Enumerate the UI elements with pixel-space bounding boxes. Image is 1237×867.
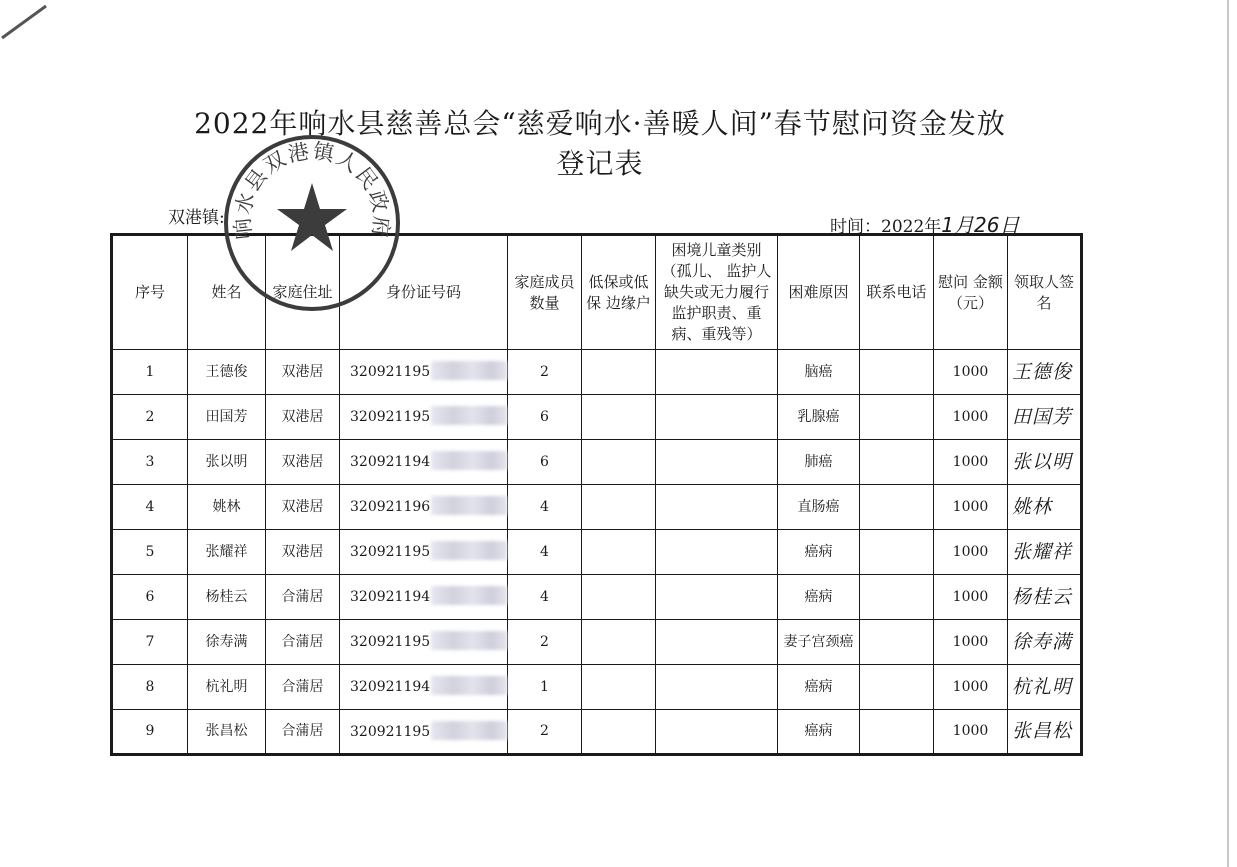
table-row: [112, 485, 1082, 530]
recipient-name: 田国芳: [188, 395, 266, 440]
header-cell: 姓名: [188, 235, 266, 350]
hardship-reason: 癌病: [778, 530, 860, 575]
child-category: [656, 575, 778, 620]
amount: 1000: [934, 620, 1008, 665]
hardship-reason: 直肠癌: [778, 485, 860, 530]
family-members: 6: [508, 395, 582, 440]
id-number-visible: 320921196: [350, 499, 431, 515]
phone-number: [860, 620, 934, 665]
row-number: 5: [112, 530, 188, 575]
child-category: [656, 710, 778, 755]
dibao-status: [582, 395, 656, 440]
recipient-name: 张昌松: [188, 710, 266, 755]
id-number: [340, 395, 508, 440]
phone-number: [860, 395, 934, 440]
child-category: [656, 665, 778, 710]
town-label: 双港镇:: [168, 208, 225, 228]
phone-number: [860, 440, 934, 485]
id-number: [340, 710, 508, 755]
row-number: 3: [112, 440, 188, 485]
dibao-status: [582, 620, 656, 665]
recipient-signature: 杭礼明: [1008, 665, 1082, 710]
scan-edge: [1227, 0, 1229, 867]
recipient-signature: 姚林: [1008, 485, 1082, 530]
id-number-redacted: [431, 496, 507, 515]
dibao-status: [582, 530, 656, 575]
child-category: [656, 530, 778, 575]
phone-number: [860, 665, 934, 710]
recipient-signature: 张耀祥: [1008, 530, 1082, 575]
home-address: 双港居: [266, 350, 340, 395]
hardship-reason: 癌病: [778, 575, 860, 620]
table-header-row: [112, 235, 1082, 350]
id-number-redacted: [431, 721, 507, 740]
dibao-status: [582, 440, 656, 485]
table-row: [112, 575, 1082, 620]
amount: 1000: [934, 665, 1008, 710]
id-number-visible: 320921195: [350, 409, 431, 425]
recipient-signature: 王德俊: [1008, 350, 1082, 395]
document-title: [60, 104, 1140, 184]
amount: 1000: [934, 440, 1008, 485]
amount: 1000: [934, 485, 1008, 530]
recipient-name: 张以明: [188, 440, 266, 485]
date-printed: 时间：2022年: [830, 217, 942, 237]
id-number-visible: 320921195: [350, 544, 431, 560]
child-category: [656, 440, 778, 485]
header-cell: 身份证号码: [340, 235, 508, 350]
child-category: [656, 485, 778, 530]
phone-number: [860, 530, 934, 575]
child-category: [656, 395, 778, 440]
family-members: 4: [508, 530, 582, 575]
home-address: 双港居: [266, 440, 340, 485]
home-address: 双港居: [266, 485, 340, 530]
hardship-reason: 脑癌: [778, 350, 860, 395]
child-category: [656, 620, 778, 665]
id-number-redacted: [431, 631, 507, 650]
dibao-status: [582, 665, 656, 710]
recipient-signature: 张昌松: [1008, 710, 1082, 755]
table-row: [112, 620, 1082, 665]
dibao-status: [582, 485, 656, 530]
table-row: [112, 440, 1082, 485]
dibao-status: [582, 350, 656, 395]
id-number: [340, 575, 508, 620]
header-cell: 低保或低保 边缘户: [582, 235, 656, 350]
id-number-visible: 320921194: [350, 589, 431, 605]
id-number: [340, 620, 508, 665]
recipient-name: 王德俊: [188, 350, 266, 395]
recipient-signature: 杨桂云: [1008, 575, 1082, 620]
hardship-reason: 癌病: [778, 710, 860, 755]
recipient-name: 杭礼明: [188, 665, 266, 710]
amount: 1000: [934, 575, 1008, 620]
header-cell: 领取人签名: [1008, 235, 1082, 350]
home-address: 合蒲居: [266, 575, 340, 620]
recipient-name: 张耀祥: [188, 530, 266, 575]
family-members: 1: [508, 665, 582, 710]
hardship-reason: 妻子宫颈癌: [778, 620, 860, 665]
row-number: 2: [112, 395, 188, 440]
row-number: 1: [112, 350, 188, 395]
id-number-visible: 320921195: [350, 723, 431, 740]
home-address: 合蒲居: [266, 665, 340, 710]
id-number-redacted: [431, 451, 507, 470]
home-address: 合蒲居: [266, 710, 340, 755]
phone-number: [860, 485, 934, 530]
table-row: [112, 530, 1082, 575]
family-members: 4: [508, 485, 582, 530]
hardship-reason: 肺癌: [778, 440, 860, 485]
dibao-status: [582, 710, 656, 755]
header-cell: 联系电话: [860, 235, 934, 350]
header-cell: 家庭成员数量: [508, 235, 582, 350]
header-cell: 困境儿童类别（孤儿、 监护人缺失或无力履行监护职责、重病、重残等）: [656, 235, 778, 350]
home-address: 双港居: [266, 530, 340, 575]
title-line-2: 登记表: [556, 147, 644, 180]
id-number-redacted: [431, 361, 507, 380]
amount: 1000: [934, 530, 1008, 575]
family-members: 2: [508, 350, 582, 395]
table-row: [112, 395, 1082, 440]
date-handwritten: 1月26日: [941, 213, 1020, 237]
recipient-signature: 田国芳: [1008, 395, 1082, 440]
id-number: [340, 530, 508, 575]
id-number: [340, 665, 508, 710]
id-number-visible: 320921194: [350, 679, 431, 695]
id-number-redacted: [431, 406, 507, 425]
id-number-visible: 320921195: [350, 364, 431, 380]
id-number-visible: 320921195: [350, 634, 431, 650]
recipient-signature: 徐寿满: [1008, 620, 1082, 665]
recipient-signature: 张以明: [1008, 440, 1082, 485]
row-number: 6: [112, 575, 188, 620]
row-number: 8: [112, 665, 188, 710]
id-number: [340, 440, 508, 485]
header-cell: 序号: [112, 235, 188, 350]
home-address: 合蒲居: [266, 620, 340, 665]
hardship-reason: 癌病: [778, 665, 860, 710]
phone-number: [860, 710, 934, 755]
id-number-redacted: [431, 586, 507, 605]
id-number: [340, 350, 508, 395]
amount: 1000: [934, 350, 1008, 395]
id-number-redacted: [431, 676, 507, 695]
header-cell: 慰问 金额（元）: [934, 235, 1008, 350]
row-number: 4: [112, 485, 188, 530]
family-members: 6: [508, 440, 582, 485]
home-address: 双港居: [266, 395, 340, 440]
seal-text: 响水县双港镇人民政府: [230, 138, 394, 241]
phone-number: [860, 350, 934, 395]
recipient-name: 姚林: [188, 485, 266, 530]
title-line-1: 2022年响水县慈善总会“慈爱响水·善暖人间”春节慰问资金发放: [194, 107, 1006, 140]
table-row: [112, 350, 1082, 395]
family-members: 2: [508, 620, 582, 665]
family-members: 2: [508, 710, 582, 755]
phone-number: [860, 575, 934, 620]
hardship-reason: 乳腺癌: [778, 395, 860, 440]
recipient-name: 杨桂云: [188, 575, 266, 620]
table-row: [112, 710, 1082, 755]
id-number-visible: 320921194: [350, 454, 431, 470]
family-members: 4: [508, 575, 582, 620]
id-number: [340, 485, 508, 530]
header-cell: 家庭住址: [266, 235, 340, 350]
amount: 1000: [934, 395, 1008, 440]
table-row: [112, 665, 1082, 710]
row-number: 9: [112, 710, 188, 755]
row-number: 7: [112, 620, 188, 665]
dibao-status: [582, 575, 656, 620]
table-body: [112, 350, 1082, 755]
header-cell: 困难原因: [778, 235, 860, 350]
registration-table: [110, 233, 1083, 756]
recipient-name: 徐寿满: [188, 620, 266, 665]
child-category: [656, 350, 778, 395]
id-number-redacted: [431, 541, 507, 560]
scan-corner-mark: [0, 0, 60, 40]
amount: 1000: [934, 710, 1008, 755]
